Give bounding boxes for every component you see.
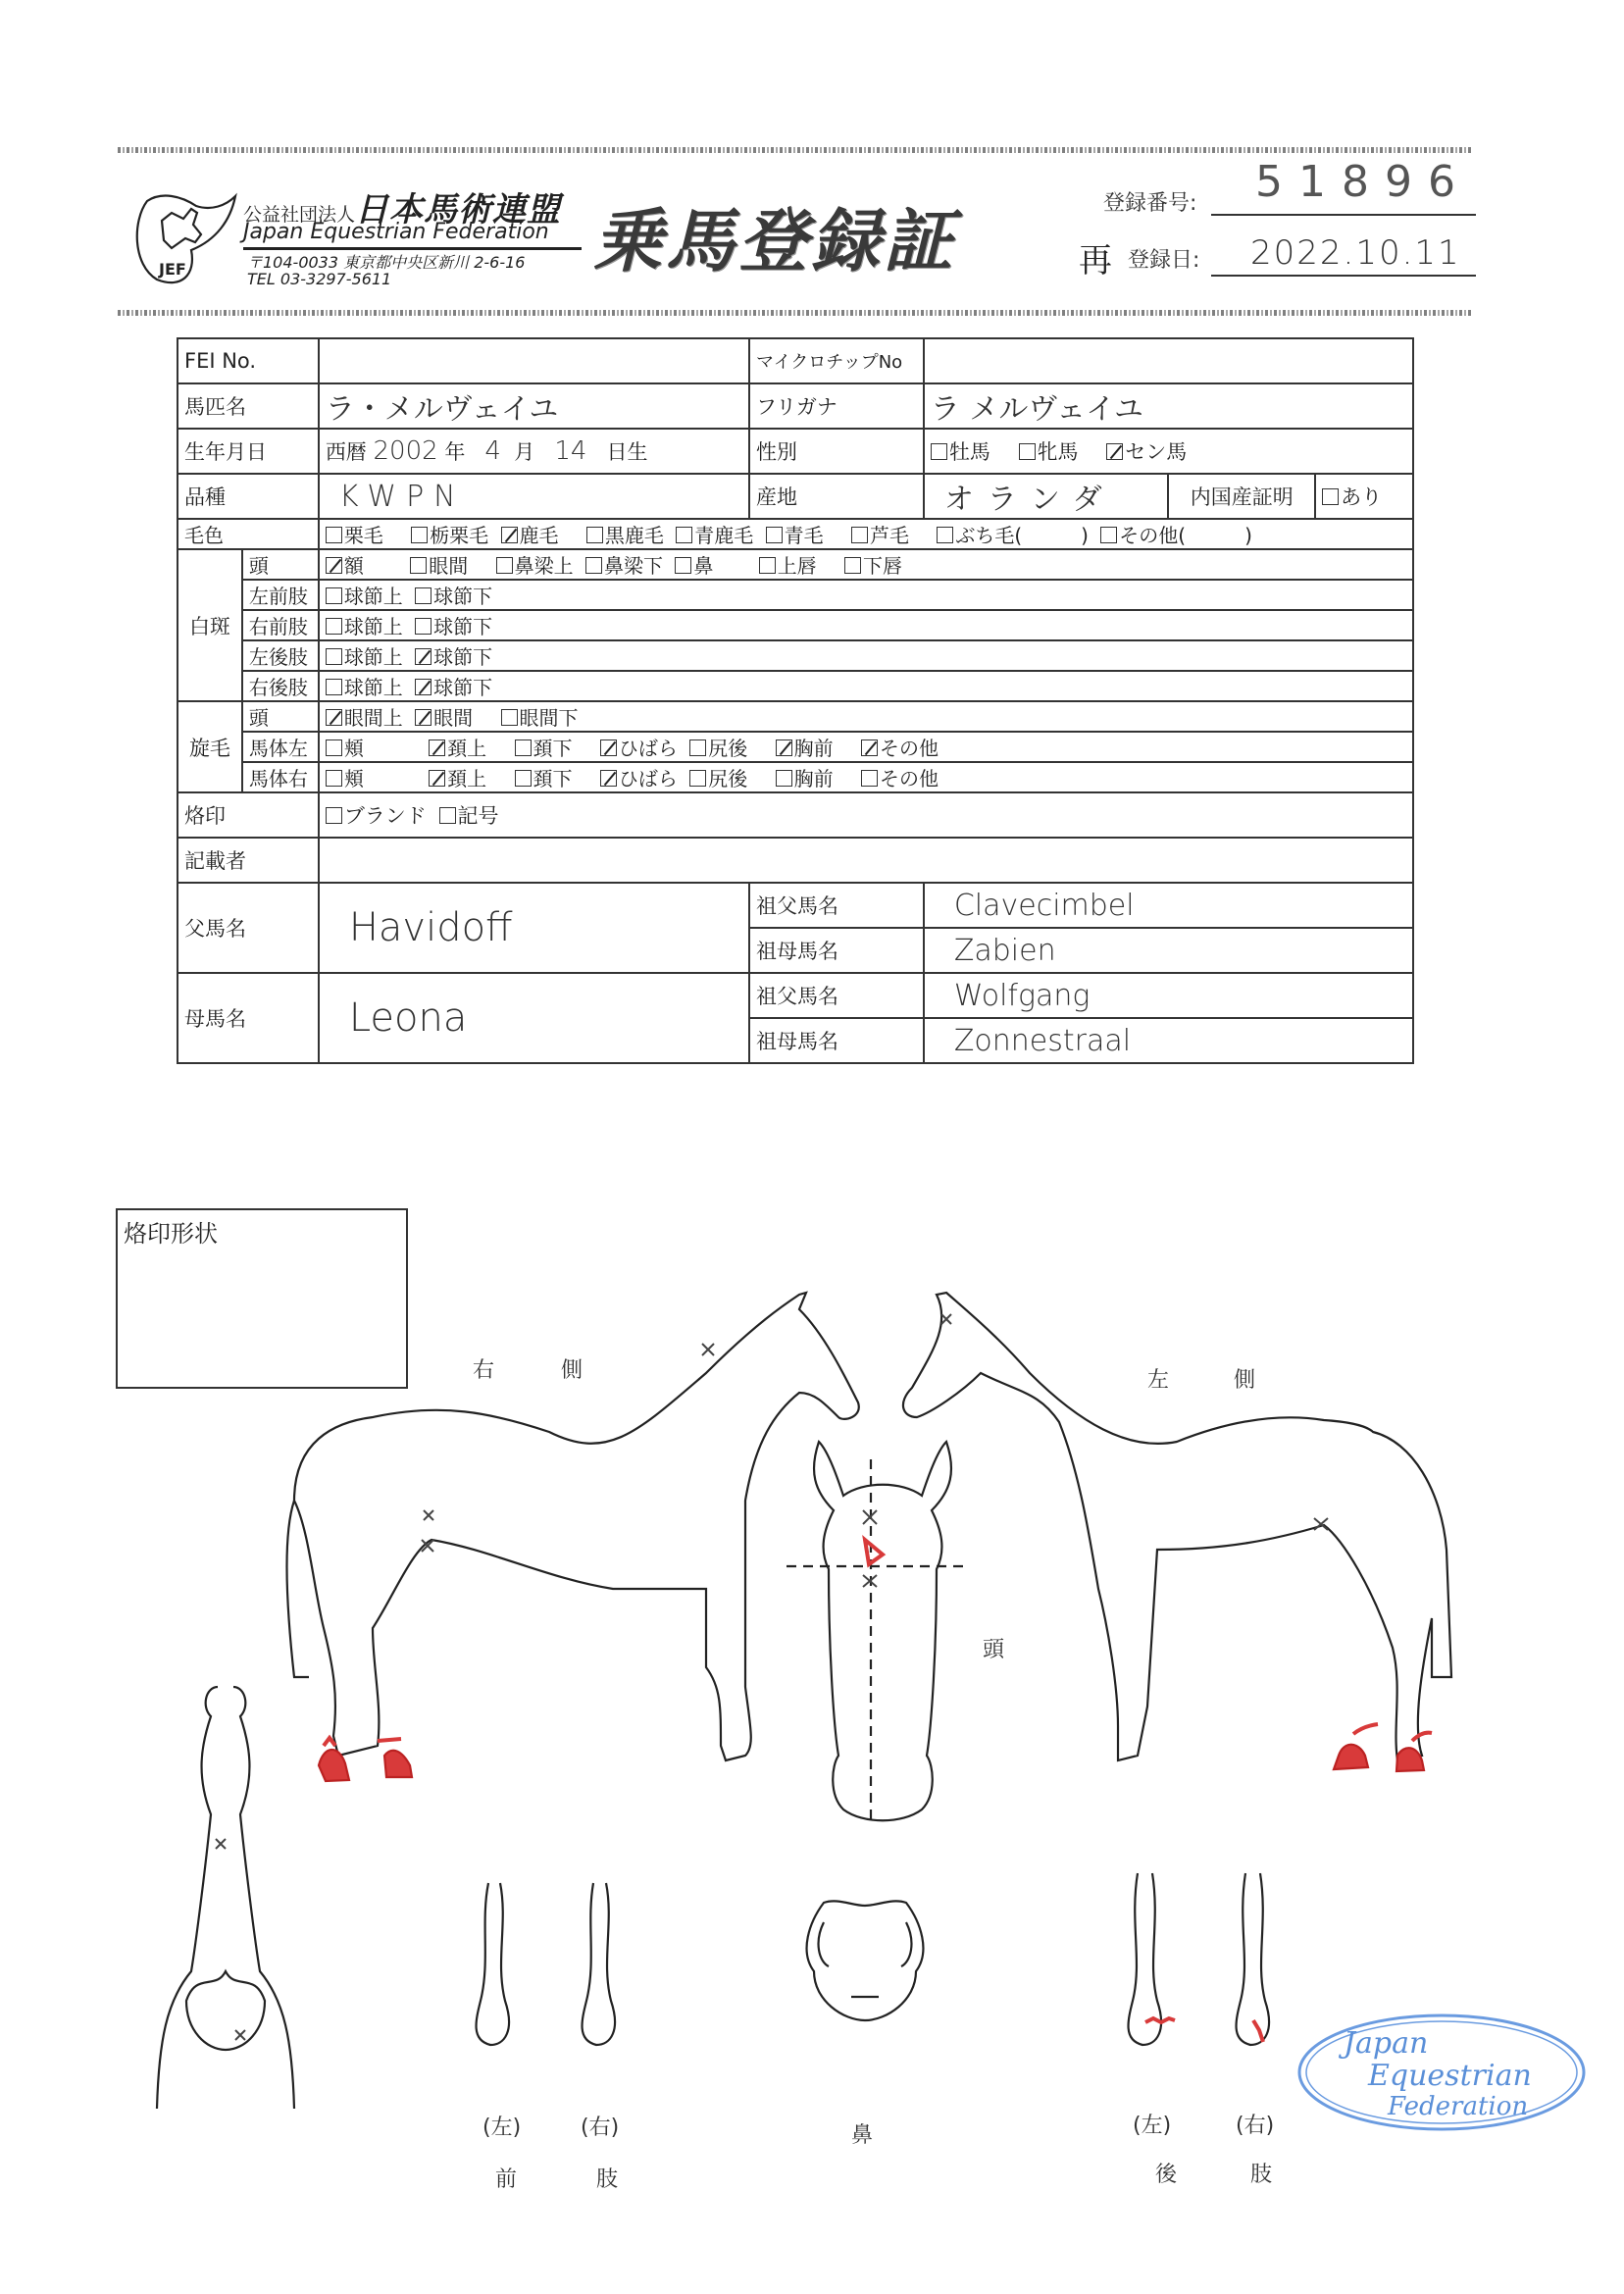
org-prefix: 公益社団法人	[243, 204, 356, 226]
option-label: 尻後	[708, 767, 748, 790]
sire-label: 父馬名	[178, 883, 319, 973]
sex-stallion-label: 牡馬	[948, 440, 990, 464]
furigana-label: フリガナ	[749, 383, 924, 429]
origin-label: 産地	[749, 474, 924, 519]
option-label: 胸前	[793, 767, 834, 790]
furigana-field[interactable]: ラ メルヴェイユ	[924, 383, 1413, 429]
option-label: 頚下	[533, 767, 573, 790]
horse-name-label: 馬匹名	[178, 383, 319, 429]
breed-label: 品種	[178, 474, 319, 519]
microchip-label: マイクロチップNo	[749, 338, 924, 383]
svg-text:JEF: JEF	[159, 260, 186, 279]
head-front-drawing	[787, 1442, 963, 1824]
sire-field[interactable]: Havidoff	[319, 883, 749, 973]
forelimb-caption-1: 前	[495, 2167, 518, 2192]
coat-option-label: 栗毛	[343, 524, 383, 547]
white-markings-label: 白斑	[178, 549, 242, 701]
coat-option-label: ぶち毛( )	[955, 524, 1089, 547]
registration-number-label: 登録番号:	[1103, 191, 1197, 216]
sire-granddam-field[interactable]: Zabien	[924, 928, 1413, 973]
svg-text:Equestrian: Equestrian	[1368, 2059, 1532, 2093]
dam-grandsire-field[interactable]: Wolfgang	[924, 973, 1413, 1018]
whorl-part-label: 馬体右	[242, 762, 319, 792]
option-label: 球節下	[433, 585, 493, 608]
option-label: 眼間下	[519, 706, 579, 730]
option-label: 頬	[343, 767, 364, 790]
registration-date-label: 登録日:	[1128, 248, 1200, 273]
whorl-part-label: 馬体左	[242, 732, 319, 762]
option-label: 眼間	[433, 706, 474, 730]
whorls-label: 旋毛	[178, 701, 242, 792]
org-tel: TEL 03-3297-5611	[247, 270, 392, 288]
sire-grandsire-field[interactable]: Clavecimbel	[924, 883, 1413, 928]
registration-date: 2022.10.11	[1250, 233, 1461, 273]
option-label: 球節上	[343, 585, 403, 608]
right-side-horse-drawing	[287, 1293, 859, 1781]
dam-granddam-field[interactable]: Zonnestraal	[924, 1018, 1413, 1063]
fei-no-label: FEI No.	[178, 338, 319, 383]
dam-label: 母馬名	[178, 973, 319, 1063]
re-registration-mark: 再	[1079, 241, 1112, 280]
white-part-label: 右後肢	[242, 671, 319, 701]
org-name-ja: 日本馬術連盟	[355, 190, 562, 229]
document-title: 乗馬登録証	[593, 201, 956, 281]
option-label: 下唇	[863, 554, 903, 578]
coat-option-label: その他( )	[1119, 524, 1252, 547]
option-label: 眼間上	[343, 706, 403, 730]
era-label: 西暦	[325, 440, 367, 464]
option-label: 胸前	[793, 737, 834, 760]
right-side-label-2: 側	[561, 1358, 584, 1383]
option-label: 尻後	[708, 737, 748, 760]
day-unit: 日生	[606, 440, 648, 464]
option-label: 頚上	[447, 737, 487, 760]
hindlimbs-drawing	[1129, 1873, 1269, 2045]
option-label: 頬	[343, 737, 364, 760]
brand-shape-label: 烙印形状	[124, 1220, 218, 1248]
option-label: その他	[879, 737, 939, 760]
hindlimb-right-label: (右)	[1236, 2114, 1275, 2138]
registration-number: 51896	[1255, 157, 1471, 207]
dam-field[interactable]: Leona	[319, 973, 749, 1063]
brand-label: 烙印	[178, 792, 319, 838]
horse-name-field[interactable]: ラ・メルヴェイユ	[319, 383, 749, 429]
option-label: その他	[879, 767, 939, 790]
option-label: ひばら	[618, 767, 678, 790]
hindlimb-caption-1: 後	[1155, 2163, 1178, 2187]
org-name-en: Japan Equestrian Federation	[243, 220, 549, 244]
left-side-label-2: 側	[1234, 1368, 1256, 1393]
white-part-label: 左前肢	[242, 580, 319, 610]
white-part-label: 頭	[242, 549, 319, 580]
forelimb-left-label: (左)	[482, 2116, 522, 2140]
coat-option-label: 青毛	[784, 524, 824, 547]
month-unit: 月	[514, 440, 535, 464]
birth-day: 14	[554, 436, 587, 466]
top-view-drawing	[157, 1687, 294, 2109]
option-label: 球節下	[433, 615, 493, 638]
coat-option-label: 栃栗毛	[430, 524, 489, 547]
nose-label: 鼻	[851, 2123, 874, 2148]
whorl-part-label: 頭	[242, 701, 319, 732]
option-label: 球節上	[343, 615, 403, 638]
option-label: ひばら	[618, 737, 678, 760]
dam-grandsire-label: 祖父馬名	[749, 973, 924, 1018]
dam-granddam-label: 祖母馬名	[749, 1018, 924, 1063]
option-label: 球節上	[343, 676, 403, 699]
forelimb-caption-2: 肢	[596, 2167, 619, 2192]
nose-drawing	[807, 1901, 924, 2020]
birth-year: 2002	[373, 436, 438, 466]
origin-field[interactable]: オランダ	[924, 474, 1169, 519]
option-label: 眼間	[429, 554, 469, 578]
option-label: 球節上	[343, 645, 403, 669]
coat-option-label: 黒鹿毛	[604, 524, 664, 547]
option-label: ブランド	[343, 804, 427, 828]
sex-label: 性別	[749, 429, 924, 474]
left-side-horse-drawing	[903, 1293, 1451, 1771]
option-label: 球節下	[433, 676, 493, 699]
sire-grandsire-label: 祖父馬名	[749, 883, 924, 928]
white-part-label: 左後肢	[242, 640, 319, 671]
birth-month: 4	[484, 436, 501, 466]
forelimbs-drawing	[477, 1883, 615, 2045]
sex-mare-label: 牝馬	[1037, 440, 1079, 464]
head-label: 頭	[983, 1638, 1005, 1662]
option-label: 鼻梁上	[514, 554, 574, 578]
breed-field[interactable]: KWPN	[319, 474, 749, 519]
option-label: 頚下	[533, 737, 573, 760]
sex-gelding-label: セン馬	[1125, 440, 1188, 464]
domestic-cert-label: 内国産証明	[1168, 474, 1315, 519]
option-label: 頚上	[447, 767, 487, 790]
option-label: 上唇	[777, 554, 817, 578]
right-side-label-1: 右	[473, 1358, 495, 1383]
option-label: 鼻	[693, 554, 714, 578]
option-label: 記号	[457, 804, 499, 828]
birth-date-label: 生年月日	[178, 429, 319, 474]
recorder-label: 記載者	[178, 838, 319, 883]
hindlimb-caption-2: 肢	[1250, 2163, 1273, 2187]
left-side-label-1: 左	[1147, 1368, 1170, 1393]
forelimb-right-label: (右)	[581, 2116, 620, 2140]
org-address: 〒104-0033 東京都中央区新川 2-6-16	[247, 253, 526, 272]
hindlimb-left-label: (左)	[1133, 2114, 1172, 2138]
option-label: 球節下	[433, 645, 493, 669]
coat-option-label: 鹿毛	[519, 524, 559, 547]
year-unit: 年	[444, 440, 466, 464]
jef-stamp-icon	[1294, 2009, 1589, 2136]
sire-granddam-label: 祖母馬名	[749, 928, 924, 973]
white-part-label: 右前肢	[242, 610, 319, 640]
svg-text:Federation: Federation	[1388, 2092, 1529, 2121]
option-label: 鼻梁下	[603, 554, 663, 578]
option-label: 額	[343, 554, 364, 578]
svg-text:Japan: Japan	[1344, 2026, 1429, 2061]
coat-option-label: 青鹿毛	[694, 524, 754, 547]
coat-option-label: 芦毛	[869, 524, 909, 547]
coat-color-label: 毛色	[178, 519, 319, 549]
domestic-cert-option-label: あり	[1341, 485, 1383, 509]
